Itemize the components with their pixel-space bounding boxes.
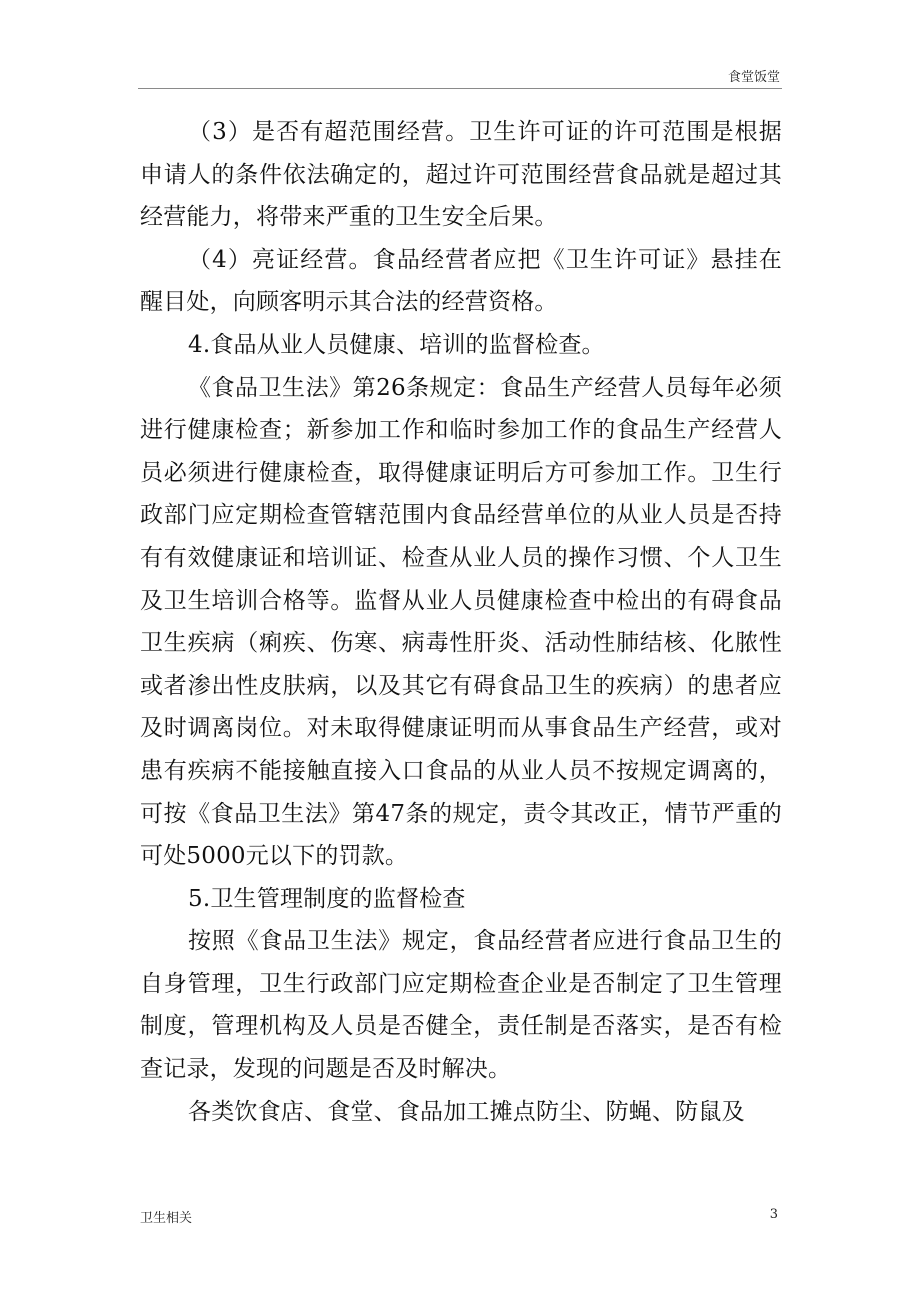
- footer-label: 卫生相关: [140, 1211, 193, 1226]
- header-divider: [138, 88, 782, 89]
- paragraph-display-license: （4）亮证经营。食品经营者应把《卫生许可证》悬挂在醒目处，向顾客明示其合法的经营资格。: [140, 246, 782, 316]
- body-text: [140, 111, 782, 1133]
- paragraph-health-law: 《食品卫生法》第26条规定：食品生产经营人员每年必须进行健康检查；新参加工作和临时参加工作的食品生产经营人员必须进行健康检查，取得健康证明后方可参加工作。卫生行政部门应定期检查管辖范围内食品经营单位的从业人员是否持有有效健康证和培训证、检查从业人员的操作习惯、个人卫生及卫生培训合格等。监督从业人员健康检查中检出的有碍食品卫生疾病（痢疾、伤寒、病毒性肝炎、活动性肺结核、化脓性或者渗出性皮肤病，以及其它有碍食品卫生的疾病）的患者应及时调离岗位。对未取得健康证明而从事食品生产经营，或对患有疾病不能接触直接入口食品的从业人员不按规定调离的，可按《食品卫生法》第47条的规定，责令其改正，情节严重的可处5000元以下的罚款。: [140, 374, 782, 870]
- section-heading-management-system: 5.卫生管理制度的监督检查: [188, 885, 466, 912]
- paragraph-self-management: 按照《食品卫生法》规定，食品经营者应进行食品卫生的自身管理，卫生行政部门应定期检查企业是否制定了卫生管理制度，管理机构及人员是否健全，责任制是否落实，是否有检查记录，发现的问题是否及时解决。: [140, 928, 782, 1083]
- page-number: 3: [769, 1207, 778, 1222]
- header-title: 食堂饭堂: [727, 70, 780, 85]
- section-heading-staff-health: 4.食品从业人员健康、培训的监督检查。: [188, 331, 605, 358]
- paragraph-food-outlets: 各类饮食店、食堂、食品加工摊点防尘、防蝇、防鼠及: [188, 1098, 745, 1125]
- paragraph-scope-check: （3）是否有超范围经营。卫生许可证的许可范围是根据申请人的条件依法确定的，超过许可范围经营食品就是超过其经营能力，将带来严重的卫生安全后果。: [140, 119, 782, 231]
